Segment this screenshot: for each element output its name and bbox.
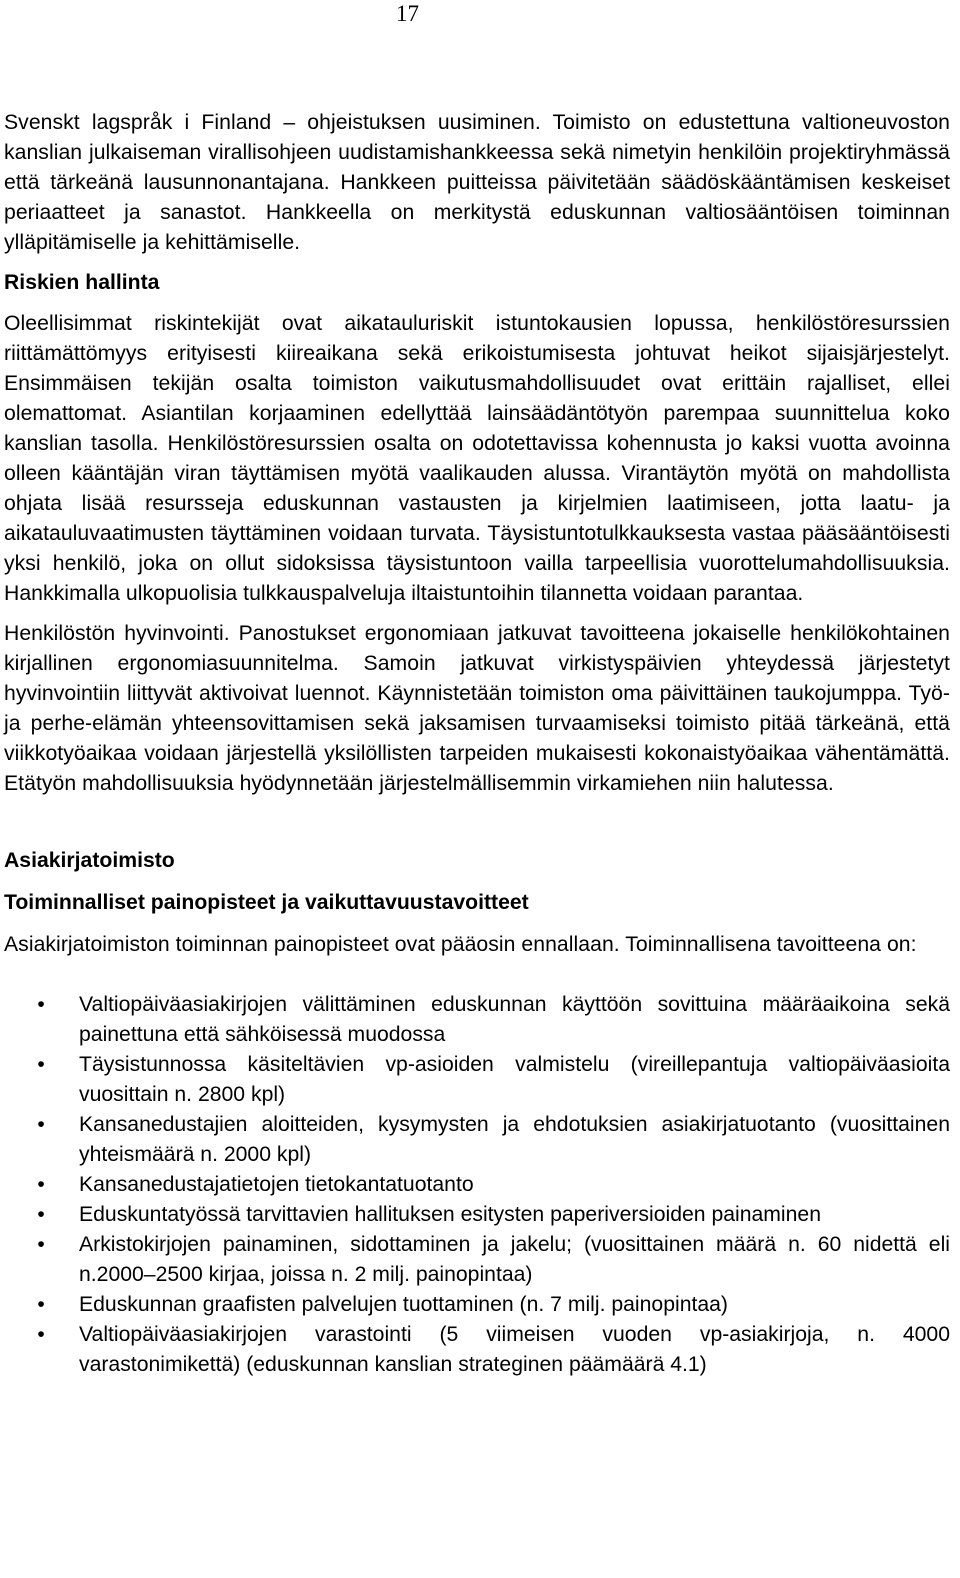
bullet-icon: • — [37, 1233, 45, 1256]
page-number: 17 — [396, 1, 419, 26]
heading-toiminnalliset-painopisteet: Toiminnalliset painopisteet ja vaikuttavuustavoitteet — [4, 891, 529, 914]
bullet-icon: • — [37, 1293, 45, 1316]
heading-asiakirjatoimisto: Asiakirjatoimisto — [4, 849, 175, 872]
list-item: • Kansanedustajatietojen tietokantatuotanto — [4, 1170, 950, 1200]
paragraph-lagsprak: Svenskt lagspråk i Finland – ohjeistuksen uusiminen. Toimisto on edustettuna valtioneuvoston kanslian julkaiseman virallisohjeen uudistamishankkeessa sekä nimetyin henkilöin projektiryhmässä että tärkeänä lausunnonantajana. Hankkeen puitteissa päivitetään säädöskääntämisen keskeiset periaatteet ja sanastot. Hankkeella on merkitystä eduskunnan valtiosääntöisen toiminnan ylläpitämiselle ja kehittämiselle. — [4, 111, 950, 254]
list-item: • Eduskunnan graafisten palvelujen tuottaminen (n. 7 milj. painopintaa) — [4, 1290, 950, 1320]
list-item: • Eduskuntatyössä tarvittavien hallituksen esitysten paperiversioiden painaminen — [4, 1200, 950, 1230]
heading-riskien-hallinta: Riskien hallinta — [4, 271, 160, 294]
list-item: • Kansanedustajien aloitteiden, kysymysten ja ehdotuksien asiakirjatuotanto (vuosittainen yhteismäärä n. 2000 kpl) — [4, 1110, 950, 1170]
paragraph-wellbeing: Henkilöstön hyvinvointi. Panostukset ergonomiaan jatkuvat tavoitteena jokaiselle henkilökohtainen kirjallinen ergonomiasuunnitelma. Samoin jatkuvat virkistyspäivien yhteydessä järjestetyt hyvinvointiin liittyvät aktivoivat luennot. Käynnistetään toimiston oma päivittäinen taukojumppa. Työ- ja perhe-elämän yhteensovittamisen sekä jaksamisen turvaamiseksi toimisto pitää tärkeänä, että viikkotyöaikaa voidaan järjestellä yksilöllisten tarpeiden mukaisesti kokonaistyöaikaa vähentämättä. Etätyön mahdollisuuksia hyödynnetään järjestelmällisemmin virkamiehen niin halutessa. — [4, 622, 950, 795]
paragraph-risk: Oleellisimmat riskintekijät ovat aikatauluriskit istuntokausien lopussa, henkilöstöresurssien riittämättömyys erityisesti kiireaikana sekä erikoistumisesta johtuvat heikot sijaisjärjestelyt. Ensimmäisen tekijän osalta toimiston vaikutusmahdollisuudet ovat erittäin rajalliset, ellei olemattomat. Asiantilan korjaaminen edellyttää lainsäädäntötyön parempaa suunnittelua koko kanslian tasolla. Henkilöstöresurssien osalta on odotettavissa kohennusta jo kaksi vuotta avoinna olleen kääntäjän viran täyttämisen myötä vaalikauden alussa. Virantäytön myötä on mahdollista ohjata lisää resursseja eduskunnan vastausten ja kirjelmien laatimiseen, jotta laatu- ja aikatauluvaatimusten täyttäminen voidaan turvata. Täysistuntotulkkauksesta vastaa pääsääntöisesti yksi henkilö, joka on ollut sidoksissa täysistuntoon vailla tarpeellisia vuorottelumahdollisuuksia. Hankkimalla ulkopuolisia tulkkauspalveluja iltaistuntoihin tilannetta voidaan parantaa. — [4, 312, 950, 605]
list-item: • Valtiopäiväasiakirjojen välittäminen eduskunnan käyttöön sovittuina määräaikoina sekä painettuna että sähköisessä muodossa — [4, 990, 950, 1050]
paragraph-intro: Asiakirjatoimiston toiminnan painopisteet ovat pääosin ennallaan. Toiminnallisena tavoitteena on: — [4, 933, 917, 956]
list-item: • Valtiopäiväasiakirjojen varastointi (5 viimeisen vuoden vp-asiakirjoja, n. 4000 varastonimikettä) (eduskunnan kanslian strateginen päämäärä 4.1) — [4, 1320, 950, 1380]
bullet-icon: • — [37, 1173, 45, 1196]
bullet-icon: • — [37, 993, 45, 1016]
bullet-icon: • — [37, 1203, 45, 1226]
list-item: • Täysistunnossa käsiteltävien vp-asioiden valmistelu (vireillepantuja valtiopäiväasioita vuosittain n. 2800 kpl) — [4, 1050, 950, 1110]
list-item: • Arkistokirjojen painaminen, sidottaminen ja jakelu; (vuosittainen määrä n. 60 nidettä eli n.2000–2500 kirjaa, joissa n. 2 milj. painopintaa) — [4, 1230, 950, 1290]
document-body — [4, 108, 950, 1380]
bullet-icon: • — [37, 1113, 45, 1136]
bullet-icon: • — [37, 1053, 45, 1076]
goals-list — [4, 990, 950, 1380]
bullet-icon: • — [37, 1323, 45, 1346]
